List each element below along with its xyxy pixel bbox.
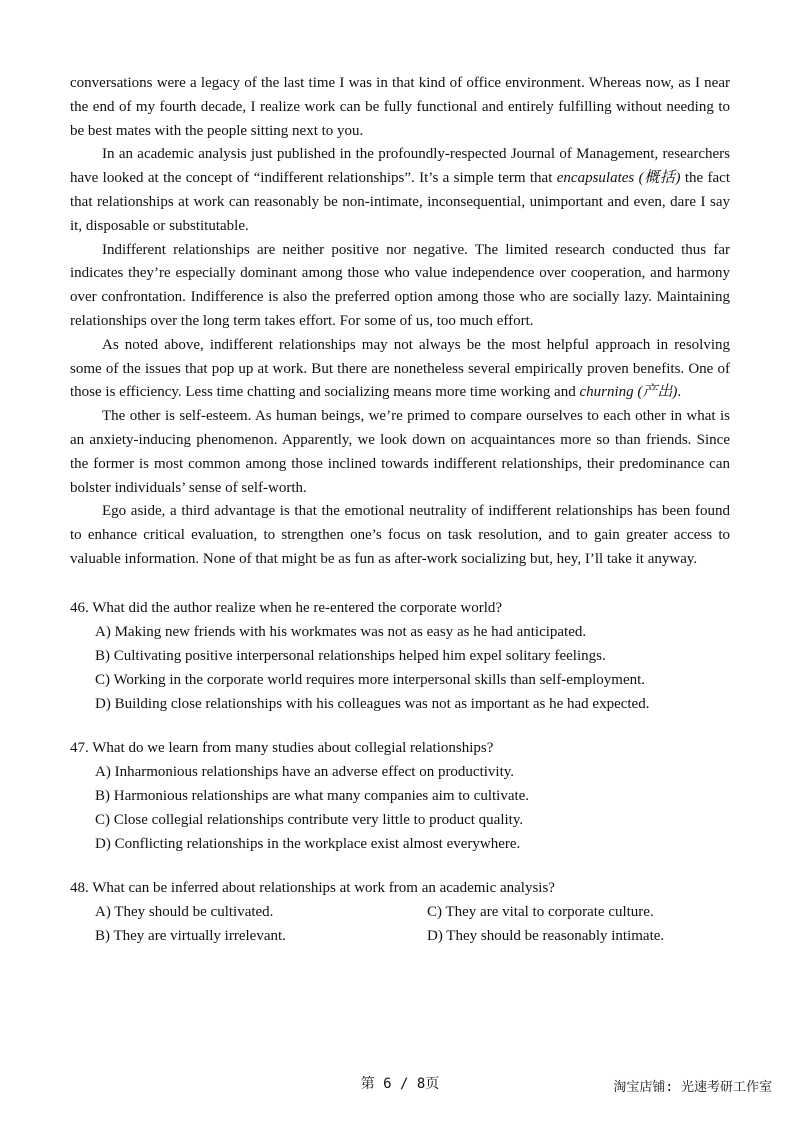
question-stem: 46. What did the author realize when he re-entered the corporate world? — [70, 599, 503, 616]
passage-paragraph-1 — [70, 72, 730, 143]
option-c: C) Close collegial relationships contribute very little to product quality. — [95, 811, 524, 828]
passage-text: As noted above, indifferent relationships may not always be the most helpful approach in resolving some of the issues that pop up at work. But there are nonetheless several empirically proven benefits. One of those is efficiency. Less time chatting and socializing means more time working and — [70, 336, 730, 401]
question-stem: 48. What can be inferred about relationships at work from an academic analysis? — [70, 879, 555, 896]
option-a: A) Making new friends with his workmates was not as easy as he had anticipated. — [95, 623, 587, 640]
glossed-term-encapsulates: encapsulates (概括) — [556, 170, 681, 187]
option-a: A) They should be cultivated. — [95, 903, 274, 920]
question-47 — [70, 736, 730, 856]
glossed-term-churning: churning (产出) — [579, 384, 678, 401]
option-d: D) Building close relationships with his colleagues was not as important as he had expected. — [95, 695, 650, 712]
document-page — [70, 72, 730, 968]
passage-paragraph-3 — [70, 239, 730, 334]
question-stem: 47. What do we learn from many studies about collegial relationships? — [70, 739, 494, 756]
option-d: D) They should be reasonably intimate. — [427, 927, 665, 944]
page-number: 第 6 / 8页 — [360, 1076, 440, 1092]
option-c: C) Working in the corporate world requires more interpersonal skills than self-employment. — [95, 671, 646, 688]
passage-text: In an academic analysis just published in the profoundly-respected Journal of Management, researchers have looked at the concept of “indifferent relationships”. It’s a simple term that — [70, 146, 730, 187]
option-d: D) Conflicting relationships in the workplace exist almost everywhere. — [95, 835, 521, 852]
option-b: B) They are virtually irrelevant. — [95, 927, 286, 944]
option-a: A) Inharmonious relationships have an adverse effect on productivity. — [95, 763, 515, 780]
passage-text: Ego aside, a third advantage is that the emotional neutrality of indifferent relationships has been found to enhance critical evaluation, to strengthen one’s focus on task resolution, and to gain greater access to valuable information. None of that might be as fun as after-work socializing but, hey, I’ll take it anyway. — [70, 503, 730, 567]
question-46 — [70, 596, 730, 716]
passage-text: the fact that relationships at work can reasonably be non-intimate, inconsequential, unimportant and even, dare I say it, disposable or substitutable. — [70, 170, 731, 234]
passage-text: Indifferent relationships are neither positive nor negative. The limited research conducted thus far indicates they’re especially dominant among those who value independence over cooperation, and harmony over confrontation. Indifference is also the preferred option among those who are socially lazy. Maintaining relationships over the long term takes effort. For some of us, too much effort. — [70, 241, 730, 329]
option-b: B) Cultivating positive interpersonal relationships helped him expel solitary feelings. — [95, 647, 606, 664]
question-list — [70, 596, 730, 948]
passage-paragraph-2 — [70, 143, 730, 238]
option-b: B) Harmonious relationships are what many companies aim to cultivate. — [95, 787, 530, 804]
shop-watermark: 淘宝店铺: 光速考研工作室 — [613, 1080, 772, 1095]
option-grid — [70, 900, 730, 948]
passage-paragraph-4 — [70, 334, 730, 405]
passage-text: . — [677, 384, 682, 401]
passage-text: conversations were a legacy of the last time I was in that kind of office environment. Whereas now, as I near the end of my fourth decade, I realize work can be fully functional and entirely fulfilling without needing to be best mates with the people sitting next to you. — [70, 75, 730, 139]
passage-text: The other is self-esteem. As human beings, we’re primed to compare ourselves to each other in what is an anxiety-inducing phenomenon. Apparently, we look down on acquaintances more so than friends. Since the former is most common among those inclined towards indifferent relationships, their predominance can bolster individuals’ sense of self-worth. — [70, 408, 730, 496]
option-c: C) They are vital to corporate culture. — [427, 903, 654, 920]
passage-paragraph-5 — [70, 405, 730, 500]
question-48 — [70, 876, 730, 948]
passage-paragraph-6 — [70, 500, 730, 571]
